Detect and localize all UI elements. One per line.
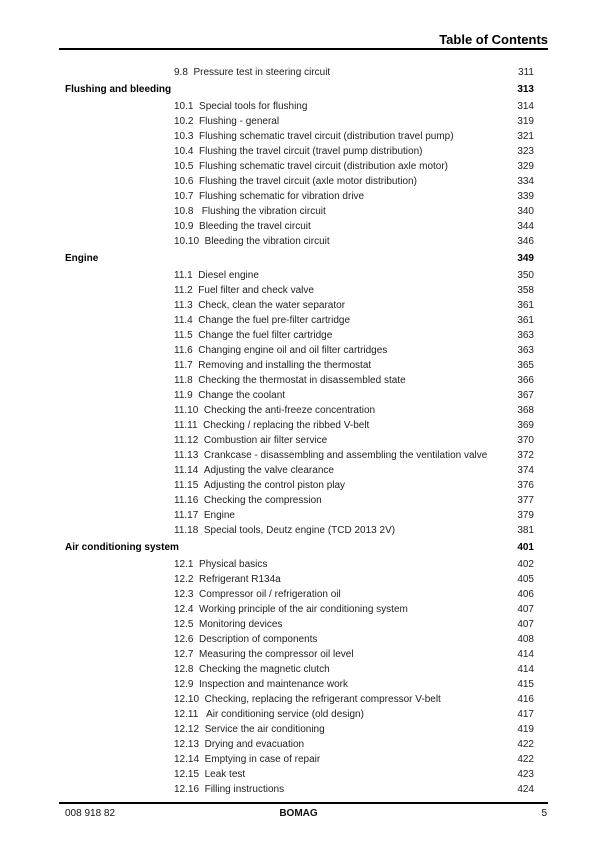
toc-entry-title: Filling instructions [204,784,285,795]
document-number: 008 918 82 [65,808,116,819]
toc-entry-page: 350 [517,270,534,281]
toc-entry-page: 374 [517,465,534,476]
toc-entry-page: 423 [517,769,534,780]
toc-entry-page: 377 [517,495,534,506]
toc-entry-page: 363 [517,330,534,341]
toc-entry-number: 10.3 [174,131,194,142]
toc-entry-label [174,162,448,172]
toc-entry[interactable] [65,481,534,496]
toc-entry-page: 372 [517,450,534,461]
toc-entry-title: Checking the thermostat in disassembled state [198,375,406,386]
toc-entry-page: 334 [517,176,534,187]
toc-entry-label [174,316,350,326]
toc-entry-number: 10.4 [174,146,194,157]
toc-entry-label [174,192,364,202]
toc-entry-number: 11.10 [174,405,199,416]
toc-entry-page: 379 [517,510,534,521]
header-rule [59,48,548,50]
toc-entry[interactable] [65,575,534,590]
toc-section[interactable] [65,254,534,271]
toc-entry-label [174,391,285,401]
toc-entry-label [174,770,245,780]
toc-entry-page: 402 [517,559,534,570]
toc-entry[interactable] [65,451,534,466]
toc-entry-label [174,511,235,521]
toc-section[interactable] [65,85,534,102]
toc-entry[interactable] [65,710,534,725]
toc-entry-page: 361 [517,315,534,326]
toc-entry-title: Change the fuel pre-filter cartridge [198,315,351,326]
toc-entry-label [174,605,408,615]
toc-entry-number: 12.15 [174,769,200,780]
toc-entry-label [174,560,267,570]
toc-entry-number: 11.16 [174,495,199,506]
toc-entry[interactable] [65,680,534,695]
toc-entry[interactable] [65,620,534,635]
toc-entry[interactable] [65,740,534,755]
toc-entry[interactable] [65,785,534,800]
toc-entry-label [174,526,395,536]
toc-entry-label [174,102,307,112]
toc-entry[interactable] [65,132,534,147]
toc-entry-title: Crankcase - disassembling and assembling the ventilation valve [203,450,488,461]
toc-entry-label [174,575,281,585]
toc-entry-number: 12.8 [174,664,194,675]
toc-entry-title: Special tools for flushing [199,101,308,112]
toc-entry-title: Checking / replacing the ribbed V-belt [203,420,370,431]
toc-entry-page: 370 [517,435,534,446]
toc-entry[interactable] [65,560,534,575]
toc-entry-label [174,590,341,600]
toc-entry-label [174,680,348,690]
toc-entry-title: Checking, replacing the refrigerant compressor V-belt [204,694,441,705]
toc-entry-number: 10.7 [174,191,194,202]
toc-entry-page: 329 [517,161,534,172]
toc-entry[interactable] [65,406,534,421]
toc-entry-title: Adjusting the control piston play [203,480,346,491]
toc-entry-label [174,436,327,446]
toc-entry[interactable] [65,162,534,177]
toc-entry-label [174,725,325,735]
toc-entry-label [174,740,304,750]
toc-entry[interactable] [65,496,534,511]
toc-entry[interactable] [65,590,534,605]
toc-entry-label [174,695,441,705]
toc-entry[interactable] [65,635,534,650]
page-header-title: Table of Contents [439,32,548,47]
toc-entry-page: 419 [517,724,534,735]
toc-entry-page: 311 [518,67,534,78]
toc-entry-title: Change the coolant [198,390,286,401]
toc-entry-title: Drying and evacuation [204,739,305,750]
toc-entry-number: 11.15 [174,480,199,491]
toc-entry-title: Diesel engine [198,270,259,281]
toc-entry-title: Compressor oil / refrigeration oil [199,589,341,600]
toc-section-page: 313 [517,84,534,95]
toc-entry-label [174,376,406,386]
toc-entry[interactable] [65,192,534,207]
toc-entry-label [174,710,364,720]
toc-entry-number: 11.9 [174,390,193,401]
toc-entry-title: Leak test [204,769,246,780]
toc-entry-page: 361 [517,300,534,311]
toc-entry[interactable] [65,376,534,391]
toc-entry-title: Changing engine oil and oil filter cartridges [198,345,388,356]
toc-entry-label [174,117,279,127]
toc-entry-title: Measuring the compressor oil level [199,649,354,660]
toc-entry[interactable] [65,222,534,237]
toc-entry[interactable] [65,650,534,665]
toc-entry[interactable] [65,361,534,376]
toc-entry[interactable] [65,605,534,620]
toc-entry[interactable] [65,466,534,481]
toc-entry-page: 422 [517,739,534,750]
toc-section-title: Air conditioning system [65,542,179,553]
toc-entry-label [174,466,334,476]
footer-brand: BOMAG [279,808,318,819]
toc-entry[interactable] [65,237,534,254]
toc-entry[interactable] [65,301,534,316]
toc-entry-title: Description of components [199,634,318,645]
toc-entry-page: 414 [517,664,534,675]
toc-entry-page: 319 [517,116,534,127]
toc-section[interactable] [65,543,534,560]
toc-entry-title: Flushing schematic travel circuit (distribution axle motor) [199,161,449,172]
toc-entry-page: 339 [517,191,534,202]
toc-entry-number: 11.18 [174,525,199,536]
toc-entry-title: Emptying in case of repair [204,754,321,765]
toc-section-page: 401 [517,542,534,553]
toc-entry-title: Monitoring devices [199,619,283,630]
toc-entry-number: 12.6 [174,634,194,645]
toc-entry[interactable] [65,68,534,85]
toc-entry-number: 12.13 [174,739,200,750]
toc-entry-page: 405 [517,574,534,585]
toc-entry-label [174,68,330,78]
toc-entry-title: Checking the compression [203,495,322,506]
toc-entry-number: 10.5 [174,161,194,172]
toc-entry-page: 344 [517,221,534,232]
toc-entry-number: 12.9 [174,679,194,690]
toc-entry-label [174,496,322,506]
toc-entry-label [174,650,354,660]
toc-entry[interactable] [65,695,534,710]
toc-entry-number: 12.12 [174,724,200,735]
toc-entry-number: 9.8 [174,67,188,78]
toc-entry-number: 12.3 [174,589,194,600]
toc-entry-number: 12.1 [174,559,194,570]
toc-entry-title: Flushing - general [199,116,280,127]
toc-entry-title: Special tools, Deutz engine (TCD 2013 2V) [203,525,396,536]
toc-entry-label [174,451,487,461]
toc-entry-page: 314 [517,101,534,112]
toc-entry-number: 11.12 [174,435,199,446]
toc-entry[interactable] [65,177,534,192]
toc-entry[interactable] [65,725,534,740]
toc-entry-page: 381 [517,525,534,536]
toc-section-title: Engine [65,253,99,264]
toc-entry-page: 368 [517,405,534,416]
toc-entry[interactable] [65,526,534,543]
toc-entry-number: 11.11 [174,420,198,431]
toc-entry-page: 376 [517,480,534,491]
toc-section-page: 349 [517,253,534,264]
toc-entry-number: 12.11 [174,709,199,720]
toc-entry-label [174,132,454,142]
toc-entry-number: 12.5 [174,619,194,630]
toc-entry[interactable] [65,665,534,680]
toc-entry-title: Checking the anti-freeze concentration [203,405,376,416]
toc-entry-title: Change the fuel filter cartridge [198,330,333,341]
toc-entry-label [174,406,375,416]
toc-entry-number: 12.14 [174,754,200,765]
toc-entry-title: Flushing the vibration circuit [199,206,326,217]
toc-entry-page: 366 [517,375,534,386]
toc-entry-number: 12.7 [174,649,194,660]
toc-entry-label [174,421,369,431]
toc-entry[interactable] [65,421,534,436]
toc-entry[interactable] [65,117,534,132]
toc-entry[interactable] [65,286,534,301]
toc-entry-page: 358 [517,285,534,296]
toc-entry-page: 363 [517,345,534,356]
toc-entry-number: 11.7 [174,360,193,371]
toc-entry-title: Fuel filter and check valve [198,285,314,296]
toc-entry-title: Physical basics [199,559,268,570]
toc-entry-page: 340 [517,206,534,217]
toc-entry-label [174,635,317,645]
page-number: 5 [541,808,547,819]
toc-entry[interactable] [65,346,534,361]
toc-entry[interactable] [65,511,534,526]
toc-entry-number: 10.6 [174,176,194,187]
toc-entry-title: Service the air conditioning [204,724,325,735]
toc-entry-title: Bleeding the vibration circuit [204,236,330,247]
toc-entry-page: 417 [517,709,534,720]
toc-entry[interactable] [65,147,534,162]
toc-entry[interactable] [65,271,534,286]
toc-entry-label [174,361,371,371]
toc-entry-page: 424 [517,784,534,795]
toc-entry[interactable] [65,436,534,451]
toc-entry-page: 365 [517,360,534,371]
toc-entry-page: 407 [517,619,534,630]
toc-entry-title: Working principle of the air conditioning system [199,604,408,615]
toc-entry-page: 415 [517,679,534,690]
toc-entry-label [174,177,417,187]
toc-entry-page: 369 [517,420,534,431]
toc-entry-label [174,271,259,281]
toc-entry-number: 11.8 [174,375,193,386]
toc-entry-page: 416 [517,694,534,705]
toc-entry-label [174,207,326,217]
toc-section-title: Flushing and bleeding [65,84,172,95]
toc-entry-page: 422 [517,754,534,765]
toc-entry-title: Engine [203,510,235,521]
toc-entry-title: Bleeding the travel circuit [199,221,311,232]
toc-entry-title: Refrigerant R134a [199,574,281,585]
toc-entry-number: 12.4 [174,604,194,615]
toc-entry-label [174,222,311,232]
toc-entry-number: 10.10 [174,236,200,247]
toc-entry-title: Inspection and maintenance work [199,679,349,690]
toc-entry-number: 11.4 [174,315,193,326]
toc-entry-title: Pressure test in steering circuit [193,67,331,78]
toc-entry-title: Flushing schematic travel circuit (distribution travel pump) [199,131,454,142]
toc-entry[interactable] [65,316,534,331]
toc-entry-number: 11.17 [174,510,199,521]
toc-entry-label [174,755,320,765]
toc-entry-number: 11.1 [174,270,193,281]
toc-entry-title: Combustion air filter service [203,435,328,446]
toc-entry-page: 346 [517,236,534,247]
toc-entry-label [174,346,387,356]
toc-entry-number: 11.3 [174,300,193,311]
toc-entry-label [174,331,332,341]
toc-entry-label [174,301,345,311]
toc-entry-label [174,665,330,675]
toc-entry-title: Flushing the travel circuit (travel pump distribution) [199,146,423,157]
toc-entry-page: 408 [517,634,534,645]
toc-entry[interactable] [65,331,534,346]
toc-entry-number: 11.2 [174,285,193,296]
toc-entry-number: 12.10 [174,694,200,705]
toc-entry-number: 11.13 [174,450,199,461]
footer-rule [59,802,548,804]
toc-entry-page: 367 [517,390,534,401]
toc-entry-number: 11.14 [174,465,199,476]
toc-entry[interactable] [65,770,534,785]
toc-entry[interactable] [65,102,534,117]
table-of-contents [65,68,534,800]
toc-entry-number: 10.9 [174,221,194,232]
toc-entry-number: 11.6 [174,345,193,356]
toc-entry-title: Flushing the travel circuit (axle motor distribution) [199,176,417,187]
toc-entry-label [174,481,345,491]
toc-entry-page: 321 [517,131,534,142]
toc-entry-title: Check, clean the water separator [198,300,346,311]
toc-entry-number: 11.5 [174,330,193,341]
toc-entry-title: Removing and installing the thermostat [198,360,372,371]
toc-entry-page: 407 [517,604,534,615]
toc-entry-label [174,147,422,157]
toc-entry-label [174,286,314,296]
toc-entry-number: 10.2 [174,116,194,127]
toc-entry[interactable] [65,207,534,222]
toc-entry-number: 12.2 [174,574,194,585]
toc-entry-page: 414 [517,649,534,660]
toc-entry-number: 12.16 [174,784,200,795]
toc-entry-number: 10.8 [174,206,194,217]
toc-entry-page: 323 [517,146,534,157]
toc-entry[interactable] [65,755,534,770]
toc-entry-label [174,237,330,247]
toc-entry-title: Flushing schematic for vibration drive [199,191,365,202]
toc-entry-page: 406 [517,589,534,600]
toc-entry-number: 10.1 [174,101,194,112]
toc-entry-title: Air conditioning service (old design) [203,709,364,720]
toc-entry-label [174,785,284,795]
toc-entry-label [174,620,282,630]
toc-entry-title: Adjusting the valve clearance [203,465,334,476]
toc-entry-title: Checking the magnetic clutch [199,664,330,675]
toc-entry[interactable] [65,391,534,406]
